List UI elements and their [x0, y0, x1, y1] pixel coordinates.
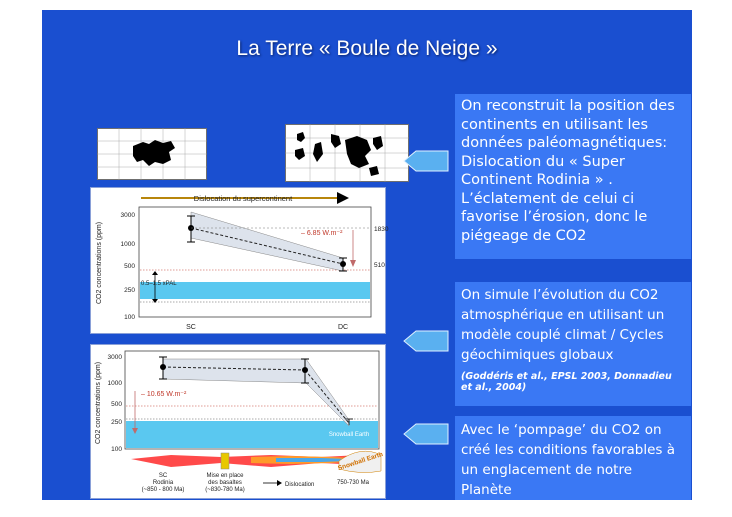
x-label-sc: SC	[158, 473, 168, 479]
y-axis-label: CO2 concentrations (ppm)	[95, 361, 102, 445]
co2-chart-snowball	[90, 344, 386, 499]
y-tick: 500	[111, 401, 122, 408]
y-tick: 1000	[107, 380, 122, 387]
box1-paragraph-2: Dislocation du « Super Continent Rodinia » . L’éclatement de celui ci favorise l’érosion, donc le piégeage de CO2	[461, 153, 648, 244]
arrow-left-icon	[402, 150, 450, 172]
y-tick: 250	[124, 287, 135, 294]
chart-banner: Dislocation du supercontinent	[193, 194, 293, 203]
data-point	[340, 261, 346, 267]
y-tick: 250	[111, 419, 122, 426]
x-label-sc: SC	[186, 324, 196, 331]
co2-chart-dislocation	[90, 187, 389, 334]
y-tick: 500	[124, 263, 135, 270]
info-box-pumping: Avec le ‘pompage’ du CO2 on créé les conditions favorables à un englacement de notre Planète	[455, 416, 691, 500]
x-label-dislocation: Dislocation	[285, 482, 315, 488]
box1-paragraph-1: On reconstruit la position des continents en utilisant les données paléomagnétiques:	[461, 98, 675, 151]
forcing-label: – 6.85 W.m⁻²	[301, 230, 343, 237]
map-rodinia	[97, 128, 207, 180]
right-label-510: 510	[374, 262, 385, 269]
arrow-left-icon	[402, 423, 450, 445]
x-label-rodinia: Rodinia	[152, 480, 174, 486]
y-tick: 1000	[120, 241, 135, 248]
map-dislocation	[285, 124, 409, 182]
data-point	[302, 367, 308, 373]
slide-title: La Terre « Boule de Neige »	[236, 37, 498, 60]
info-box-reconstruction	[455, 94, 691, 259]
snowball-earth-label: Snowball Earth	[337, 450, 384, 473]
arrow-left-icon	[402, 330, 450, 352]
x-label-basalts-age: (~830-780 Ma)	[205, 487, 245, 493]
y-tick: 3000	[120, 212, 135, 219]
snowball-label: Snowball Earth	[328, 432, 370, 438]
x-label-basalts-2: des basaltes	[208, 480, 242, 486]
right-label-1830: 1830	[374, 226, 389, 233]
box2-paragraph: On simule l’évolution du CO2 atmosphérique en utilisant un modèle couplé climat / Cycles géochimiques globaux	[461, 287, 665, 363]
x-label-snowball-age: 750-730 Ma	[336, 480, 370, 486]
pal-label: 0.5–1.5 xPAL	[141, 281, 177, 287]
forcing-label: – 10.65 W.m⁻²	[141, 391, 187, 398]
y-tick: 3000	[107, 354, 122, 361]
x-label-basalts: Mise en place	[206, 473, 244, 479]
box2-reference: (Goddéris et al., EPSL 2003, Donnadieu et al., 2004)	[461, 371, 672, 393]
y-axis-label: CO2 concentrations (ppm)	[96, 221, 103, 305]
slide	[42, 10, 692, 500]
y-tick: 100	[124, 314, 135, 321]
info-box-simulation	[455, 282, 691, 406]
x-label-rodinia-age: (~850 - 800 Ma)	[141, 487, 185, 493]
data-point	[160, 364, 166, 370]
x-label-dc: DC	[337, 324, 349, 331]
y-tick: 100	[111, 446, 122, 453]
